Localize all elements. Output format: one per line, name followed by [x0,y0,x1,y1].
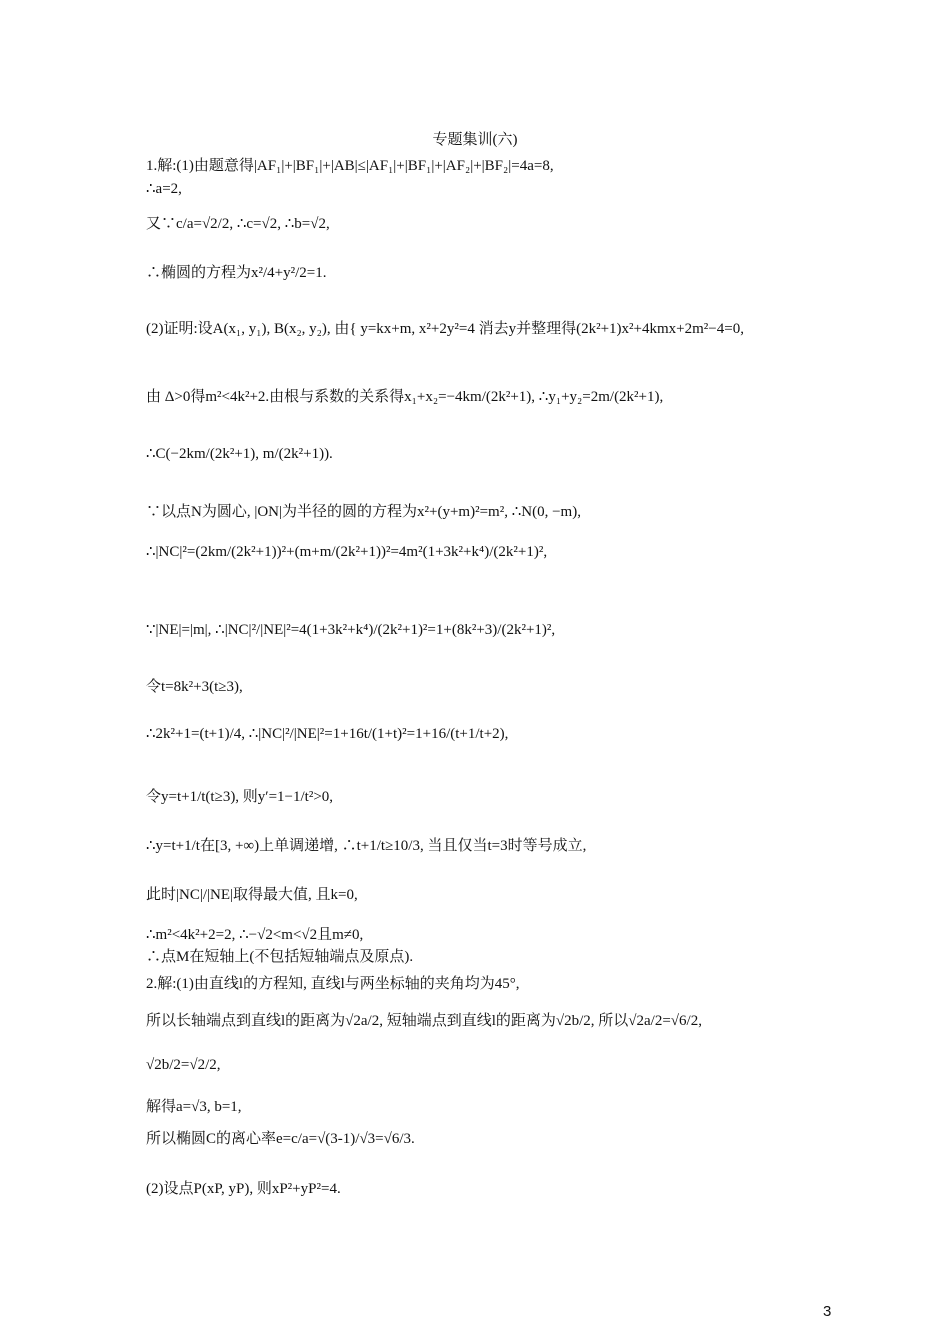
text-line: 此时|NC|/|NE|取得最大值, 且k=0, [146,887,358,903]
page-number: 3 [823,1303,832,1320]
text-line: 2.解:(1)由直线l的方程知, 直线l与两坐标轴的夹角均为45°, [146,976,520,992]
text-line: ∴y=t+1/t在[3, +∞)上单调递增, ∴t+1/t≥10/3, 当且仅当t=3时等号成立, [146,838,587,854]
text-line: ∴点M在短轴上(不包括短轴端点及原点). [146,949,414,965]
text-line: ∴C(−2km/(2k²+1), m/(2k²+1)). [146,446,333,462]
text-line: 所以长轴端点到直线l的距离为√2a/2, 短轴端点到直线l的距离为√2b/2, 所以√2a/2=√6/2, [146,1013,702,1029]
text-line: √2b/2=√2/2, [146,1057,221,1073]
text-line: ∴椭圆的方程为x²/4+y²/2=1. [146,265,327,281]
text-line: 由 Δ>0得m²<4k²+2.由根与系数的关系得x₁+x₂=−4km/(2k²+1), ∴y₁+y₂=2m/(2k²+1), [146,389,664,405]
text-line: (2)证明:设A(x₁, y₁), B(x₂, y₂), 由{ y=kx+m, x²+2y²=4 消去y并整理得(2k²+1)x²+4kmx+2m²−4=0, [146,321,744,337]
text-line: ∵以点N为圆心, |ON|为半径的圆的方程为x²+(y+m)²=m², ∴N(0, −m), [146,504,581,520]
text-line: 所以椭圆C的离心率e=c/a=√(3-1)/√3=√6/3. [146,1131,415,1147]
text-line: ∴2k²+1=(t+1)/4, ∴|NC|²/|NE|²=1+16t/(1+t)²=1+16/(t+1/t+2), [146,726,509,742]
text-line: ∴a=2, [146,181,182,197]
text-line: (2)设点P(xP, yP), 则xP²+yP²=4. [146,1181,341,1197]
text-line: 令y=t+1/t(t≥3), 则y′=1−1/t²>0, [146,789,334,805]
doc-title: 专题集训(六) [432,132,518,148]
text-line: ∵|NE|=|m|, ∴|NC|²/|NE|²=4(1+3k²+k⁴)/(2k²+1)²=1+(8k²+3)/(2k²+1)², [146,622,556,638]
text-line: 又∵c/a=√2/2, ∴c=√2, ∴b=√2, [146,216,330,232]
text-line: ∴|NC|²=(2km/(2k²+1))²+(m+m/(2k²+1))²=4m²(1+3k²+k⁴)/(2k²+1)², [146,544,548,560]
text-line: ∴m²<4k²+2=2, ∴−√2<m<√2且m≠0, [146,927,364,943]
text-line: 1.解:(1)由题意得|AF₁|+|BF₁|+|AB|≤|AF₁|+|BF₁|+|AF₂|+|BF₂|=4a=8, [146,158,554,174]
text-line: 解得a=√3, b=1, [146,1099,242,1115]
text-line: 令t=8k²+3(t≥3), [146,679,243,695]
